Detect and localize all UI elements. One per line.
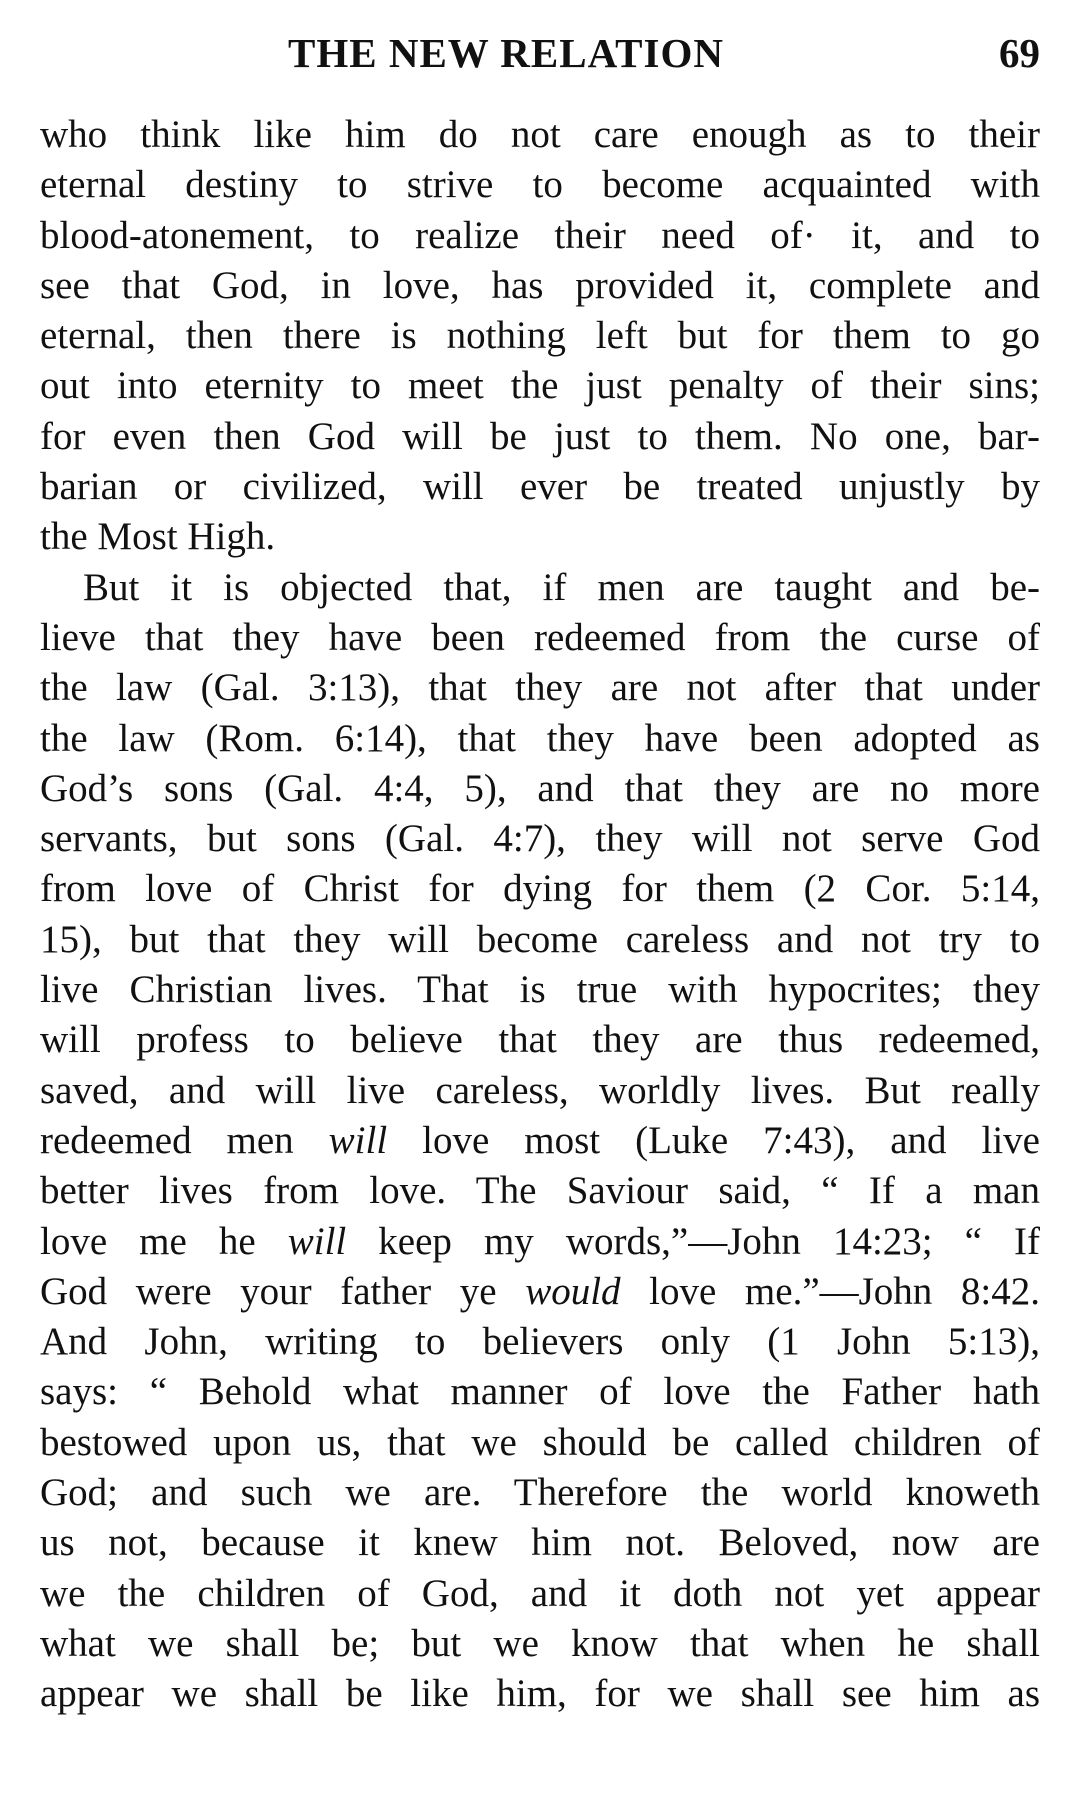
text-line: lieve that they have been redeemed from the curse of bbox=[40, 615, 1040, 659]
text-line: bestowed upon us, that we should be called children of bbox=[40, 1420, 1040, 1464]
text-line: we the children of God, and it doth not yet appear bbox=[40, 1571, 1040, 1615]
text-line: the law (Gal. 3:13), that they are not after that under bbox=[40, 666, 1040, 710]
body-text bbox=[40, 110, 1040, 1720]
text-line: servants, but sons (Gal. 4:7), they will not serve God bbox=[40, 817, 1040, 861]
text-segment: keep my words,”—John 14:23; “ If bbox=[346, 1219, 1040, 1263]
page-number: 69 bbox=[999, 30, 1040, 76]
text-line bbox=[40, 1116, 1040, 1166]
text-line: But it is objected that, if men are taught and be- bbox=[83, 565, 1040, 609]
text-line: us not, because it knew him not. Beloved, now are bbox=[40, 1521, 1040, 1565]
text-line: appear we shall be like him, for we shall see him as bbox=[40, 1672, 1040, 1716]
text-line: for even then God will be just to them. No one, bar- bbox=[40, 414, 1040, 458]
emphasis: would bbox=[525, 1269, 621, 1313]
text-line: live Christian lives. That is true with hypocrites; they bbox=[40, 968, 1040, 1012]
text-line: blood-atonement, to realize their need of· it, and to bbox=[40, 213, 1040, 257]
text-segment: love me he bbox=[40, 1219, 288, 1263]
text-line: will profess to believe that they are thus redeemed, bbox=[40, 1018, 1040, 1062]
text-line: see that God, in love, has provided it, complete and bbox=[40, 263, 1040, 307]
text-line: out into eternity to meet the just penalty of their sins; bbox=[40, 364, 1040, 408]
text-segment: redeemed men bbox=[40, 1118, 329, 1162]
text-line: says: “ Behold what manner of love the Father hath bbox=[40, 1370, 1040, 1414]
text-line: who think like him do not care enough as to their bbox=[40, 113, 1040, 156]
text-line: from love of Christ for dying for them (2 Cor. 5:14, bbox=[40, 867, 1040, 911]
text-line: barian or civilized, will ever be treated unjustly by bbox=[40, 465, 1040, 509]
text-line: 15), but that they will become careless and not try to bbox=[40, 917, 1040, 961]
text-segment: God were your father ye bbox=[40, 1269, 526, 1313]
text-line: God’s sons (Gal. 4:4, 5), and that they are no more bbox=[40, 766, 1040, 810]
text-line: eternal, then there is nothing left but for them to go bbox=[40, 314, 1040, 358]
running-head bbox=[40, 28, 1040, 78]
text-line: eternal destiny to strive to become acquainted with bbox=[40, 163, 1040, 207]
text-segment: love most (Luke 7:43), and live bbox=[387, 1118, 1040, 1162]
text-segment: love me.”—John 8:42. bbox=[620, 1269, 1040, 1313]
text-line: saved, and will live careless, worldly lives. But really bbox=[40, 1068, 1040, 1112]
emphasis: will bbox=[287, 1219, 347, 1263]
text-line: the law (Rom. 6:14), that they have been adopted as bbox=[40, 716, 1040, 760]
chapter-title: THE NEW RELATION bbox=[288, 30, 724, 76]
text-line: better lives from love. The Saviour said, “ If a man bbox=[40, 1169, 1040, 1213]
text-line: And John, writing to believers only (1 John 5:13), bbox=[40, 1320, 1040, 1364]
text-line bbox=[40, 1217, 1040, 1267]
emphasis: will bbox=[328, 1118, 388, 1162]
text-line: the Most High. bbox=[40, 515, 276, 559]
text-line: what we shall be; but we know that when he shall bbox=[40, 1621, 1040, 1665]
text-line: God; and such we are. Therefore the world knoweth bbox=[40, 1471, 1040, 1515]
text-line bbox=[40, 1267, 1040, 1317]
book-page bbox=[40, 0, 1040, 1793]
